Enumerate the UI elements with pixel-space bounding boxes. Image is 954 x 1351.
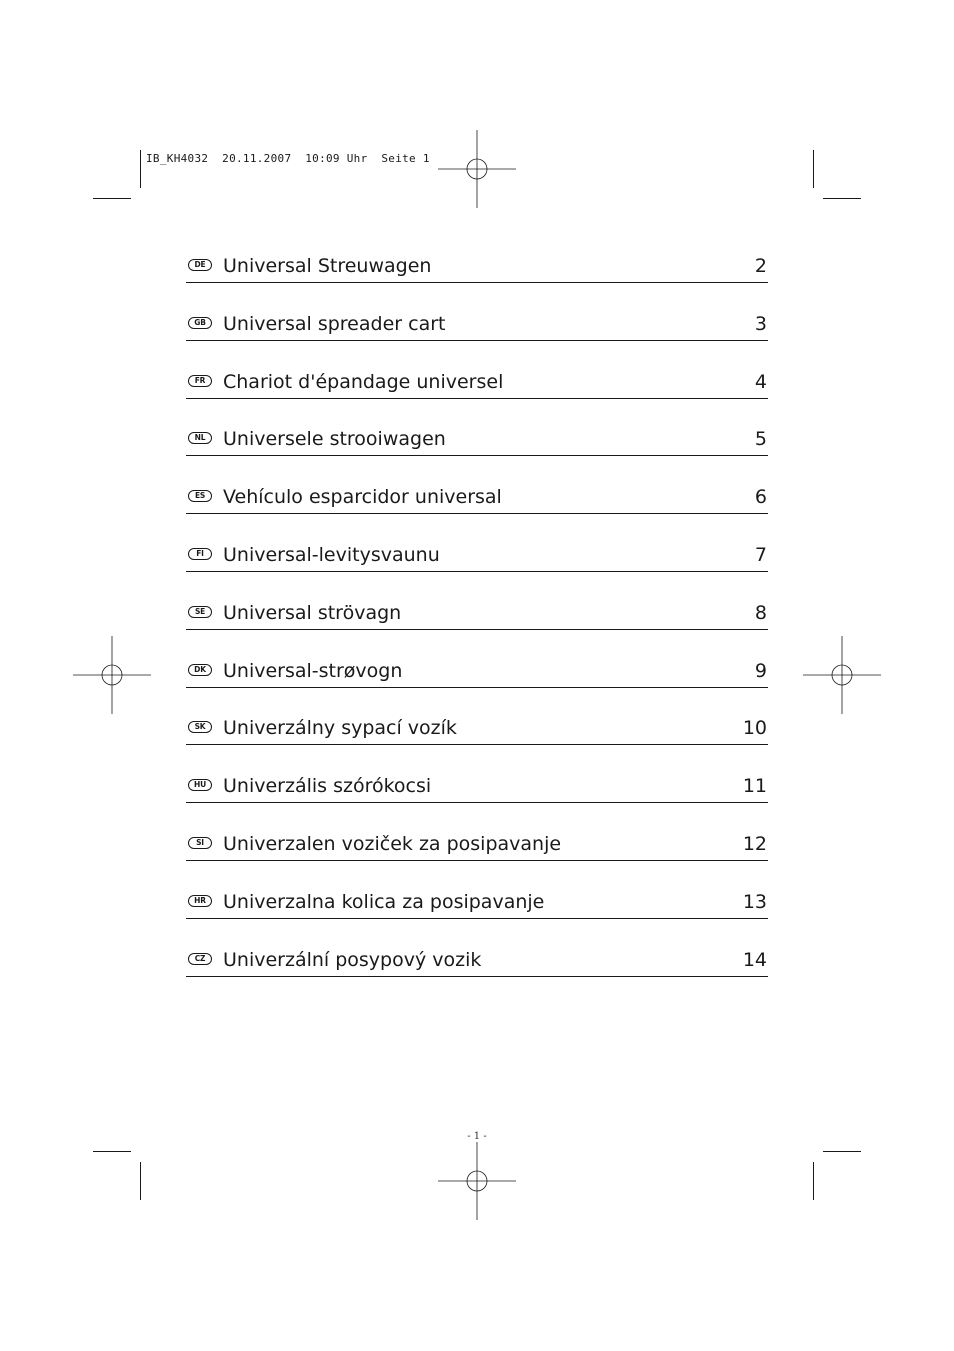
toc-page-number: 4 — [754, 370, 767, 393]
toc-entry-sk[interactable] — [186, 712, 768, 770]
toc-page-number: 11 — [742, 775, 767, 798]
toc-page-number: 9 — [754, 659, 767, 682]
language-badge: DE — [188, 259, 212, 271]
crop-mark-top-right-vertical — [813, 150, 814, 188]
divider — [186, 802, 768, 803]
toc-entry-se[interactable] — [186, 597, 768, 655]
registration-mark-left-icon — [73, 636, 151, 714]
divider — [186, 455, 768, 456]
toc-entry-nl[interactable] — [186, 423, 768, 481]
divider — [186, 282, 768, 283]
toc-page-number: 5 — [754, 428, 767, 451]
toc-entry-hu[interactable] — [186, 770, 768, 828]
toc-title: Universal-levitysvaunu — [223, 543, 440, 566]
language-badge: FI — [188, 548, 212, 560]
toc-page-number: 12 — [742, 832, 767, 855]
language-badge: NL — [188, 432, 212, 444]
toc-entry-fi[interactable] — [186, 539, 768, 597]
toc-page-number: 3 — [754, 312, 767, 335]
toc-entry-es[interactable] — [186, 481, 768, 539]
divider — [186, 687, 768, 688]
registration-mark-bottom-icon — [438, 1142, 516, 1220]
toc-title: Univerzální posypový vozik — [223, 948, 482, 971]
toc-page-number: 2 — [754, 255, 767, 277]
toc-title: Univerzalen voziček za posipavanje — [223, 832, 562, 855]
toc-title: Universal spreader cart — [223, 312, 446, 335]
toc-title: Univerzalna kolica za posipavanje — [223, 890, 545, 913]
table-of-contents — [186, 250, 768, 1001]
crop-mark-top-left-vertical — [140, 150, 141, 188]
language-badge: DK — [188, 664, 212, 676]
toc-entry-si[interactable] — [186, 828, 768, 886]
divider — [186, 744, 768, 745]
divider — [186, 398, 768, 399]
toc-page-number: 13 — [742, 890, 767, 913]
crop-mark-top-right-horizontal — [823, 198, 861, 199]
divider — [186, 513, 768, 514]
toc-entry-hr[interactable] — [186, 886, 768, 944]
divider — [186, 340, 768, 341]
toc-title: Universele strooiwagen — [223, 428, 446, 451]
toc-title: Universal strövagn — [223, 601, 402, 624]
language-badge: ES — [188, 490, 212, 502]
toc-entry-dk[interactable] — [186, 655, 768, 713]
divider — [186, 860, 768, 861]
toc-title: Univerzálny sypací vozík — [223, 717, 457, 740]
divider — [186, 571, 768, 572]
toc-page-number: 7 — [754, 543, 767, 566]
toc-entry-gb[interactable] — [186, 308, 768, 366]
crop-mark-top-left-horizontal — [93, 198, 131, 199]
language-badge: SI — [188, 837, 212, 849]
toc-entry-fr[interactable] — [186, 366, 768, 424]
toc-title: Chariot d'épandage universel — [223, 370, 504, 393]
language-badge: GB — [188, 317, 212, 329]
toc-entry-cz[interactable] — [186, 944, 768, 1002]
footer-page-number: - 1 - — [467, 1131, 487, 1142]
crop-mark-bottom-left-vertical — [140, 1162, 141, 1200]
print-slug: IB_KH4032 20.11.2007 10:09 Uhr Seite 1 — [146, 152, 430, 165]
toc-entry-de[interactable] — [186, 250, 768, 308]
divider — [186, 918, 768, 919]
toc-page-number: 8 — [754, 601, 767, 624]
crop-mark-bottom-left-horizontal — [93, 1151, 131, 1152]
toc-page-number: 6 — [754, 486, 767, 509]
toc-title: Vehículo esparcidor universal — [223, 486, 502, 509]
registration-mark-top-icon — [438, 130, 516, 208]
toc-title: Univerzális szórókocsi — [223, 775, 432, 798]
divider — [186, 629, 768, 630]
toc-title: Universal Streuwagen — [223, 255, 432, 277]
crop-mark-bottom-right-vertical — [813, 1162, 814, 1200]
language-badge: HU — [188, 779, 212, 791]
registration-mark-right-icon — [803, 636, 881, 714]
language-badge: FR — [188, 375, 212, 387]
language-badge: CZ — [188, 953, 212, 965]
language-badge: HR — [188, 895, 212, 907]
toc-title: Universal-strøvogn — [223, 659, 403, 682]
crop-mark-bottom-right-horizontal — [823, 1151, 861, 1152]
language-badge: SK — [188, 721, 212, 733]
language-badge: SE — [188, 606, 212, 618]
toc-page-number: 10 — [742, 717, 767, 740]
toc-page-number: 14 — [742, 948, 767, 971]
divider — [186, 976, 768, 977]
